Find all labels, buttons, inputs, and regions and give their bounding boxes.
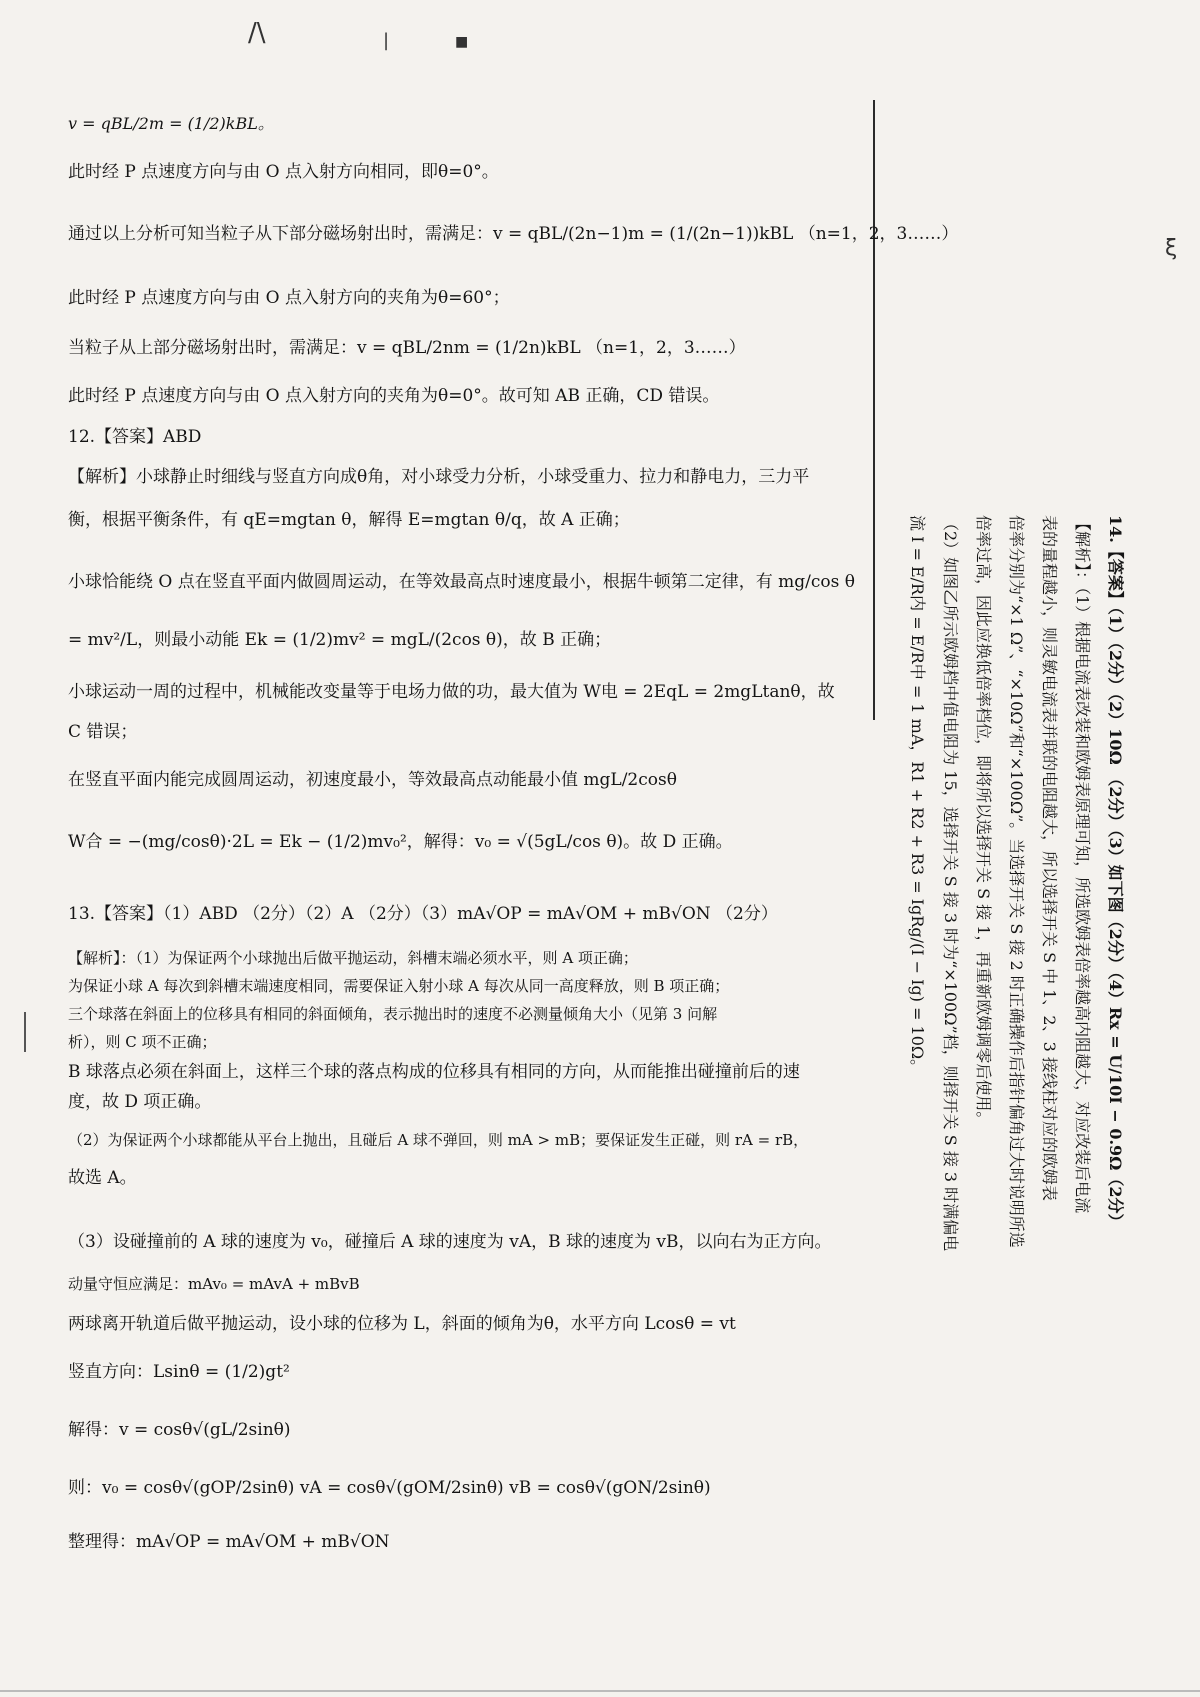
text-line: 小球恰能绕 O 点在竖直平面内做圆周运动，在等效最高点时速度最小，根据牛顿第二定律，有 mg/cos θ (68, 572, 855, 592)
question-13-answer: 13.【答案】（1）ABD （2分）（2）A （2分）（3）mA√OP = mA√OM + mB√ON （2分） (68, 904, 778, 924)
scan-mark: ξ (1165, 236, 1178, 261)
text-line: 析），则 C 项不正确； (68, 1033, 217, 1051)
text-line: 两球离开轨道后做平抛运动，设小球的位移为 L，斜面的倾角为θ，水平方向 Lcosθ = vt (68, 1314, 736, 1334)
text-line: 流 I = E/R内 = E/R中 = 1 mA，R1 + R2 + R3 = IgRg/(I − Ig) = 10Ω。 (908, 515, 927, 1076)
scan-mark: /\ (248, 18, 266, 48)
scan-mark: | (383, 30, 390, 51)
text-line: 【解析】：（1）为保证两个小球抛出后做平抛运动，斜槽末端必须水平，则 A 项正确； (68, 949, 638, 967)
text-line: 【解析】小球静止时细线与竖直方向成θ角，对小球受力分析，小球受重力、拉力和静电力，三力平 (68, 467, 810, 487)
question-12-answer: 12.【答案】ABD (68, 427, 202, 447)
text-line: 解得：v = cosθ√(gL/2sinθ) (68, 1420, 291, 1440)
text-line: 此时经 P 点速度方向与由 O 点入射方向的夹角为θ=0°。故可知 AB 正确，CD 错误。 (68, 386, 720, 406)
text-line: 倍率过高，因此应换低倍率档位，即将所以选择开关 S 接 1，再重新欧姆调零后使用。 (974, 515, 993, 1128)
text-line: 衡，根据平衡条件，有 qE=mgtan θ，解得 E=mgtan θ/q，故 A 正确； (68, 510, 630, 530)
text-line: 在竖直平面内能完成圆周运动，初速度最小，等效最高点动能最小值 mgL/2cosθ (68, 770, 677, 790)
text-line: 动量守恒应满足：mAv₀ = mAvA + mBvB (68, 1275, 360, 1293)
text-line: 此时经 P 点速度方向与由 O 点入射方向的夹角为θ=60°； (68, 288, 510, 308)
text-line: 通过以上分析可知当粒子从下部分磁场射出时，需满足：v = qBL/(2n−1)m = (1/(2n−1))kBL （n=1，2，3……） (68, 224, 959, 244)
text-line: 整理得：mA√OP = mA√OM + mB√ON (68, 1532, 390, 1552)
text-line: 小球运动一周的过程中，机械能改变量等于电场力做的功，最大值为 W电 = 2EqL = 2mgLtanθ，故 (68, 682, 835, 702)
scan-edge-mark (24, 1012, 26, 1052)
text-line: 则：v₀ = cosθ√(gOP/2sinθ) vA = cosθ√(gOM/2sinθ) vB = cosθ√(gON/2sinθ) (68, 1478, 711, 1498)
text-line: 倍率分别为“×1 Ω”、“×10Ω”和“×100Ω”。当选择开关 S 接 2 时正确操作后指针偏角过大时说明所选 (1007, 515, 1026, 1248)
text-line: v = qBL/2m = (1/2)kBL。 (68, 114, 274, 133)
text-line: （2）为保证两个小球都能从平台上抛出，且碰后 A 球不弹回，则 mA > mB；要保证发生正碰，则 rA = rB， (68, 1131, 809, 1149)
text-line: 度，故 D 项正确。 (68, 1092, 212, 1112)
text-line: 为保证小球 A 每次到斜槽末端速度相同，需要保证入射小球 A 每次从同一高度释放，则 B 项正确； (68, 977, 730, 995)
text-line: 当粒子从上部分磁场射出时，需满足：v = qBL/2nm = (1/2n)kBL （n=1，2，3……） (68, 338, 746, 358)
question-14-answer: 14.【答案】（1）（2分）（2）10Ω （2分）（3）如下图（2分）（4）Rx = U/10I − 0.9Ω（2分） (1106, 515, 1125, 1230)
scan-mark: ■ (455, 34, 469, 50)
text-line: 竖直方向：Lsinθ = (1/2)gt² (68, 1362, 290, 1382)
text-line: 三个球落在斜面上的位移具有相同的斜面倾角，表示抛出时的速度不必测量倾角大小（见第 3 问解 (68, 1005, 718, 1023)
text-line: W合 = −(mg/cosθ)·2L = Ek − (1/2)mv₀²，解得：v₀ = √(5gL/cos θ)。故 D 正确。 (68, 832, 733, 852)
column-divider (873, 100, 875, 720)
text-line: B 球落点必须在斜面上，这样三个球的落点构成的位移具有相同的方向，从而能推出碰撞前后的速 (68, 1062, 800, 1082)
scan-bottom-edge (0, 1690, 1200, 1692)
text-line: C 错误； (68, 722, 138, 742)
question-14-rotated-block (901, 515, 1132, 1375)
text-line: 【解析】：（1）根据电流表改装和欧姆表原理可知，所选欧姆表倍率越高内阻越大，对应改装后电流 (1073, 515, 1092, 1214)
text-line: 此时经 P 点速度方向与由 O 点入射方向相同，即θ=0°。 (68, 162, 499, 182)
text-line: = mv²/L，则最小动能 Ek = (1/2)mv² = mgL/(2cos θ)，故 B 正确； (68, 630, 612, 650)
text-line: 表的量程越小，则灵敏电流表并联的电阻越大，所以选择开关 S 中 1、2、3 接线柱对应的欧姆表 (1040, 515, 1059, 1201)
text-line: （3）设碰撞前的 A 球的速度为 v₀，碰撞后 A 球的速度为 vA，B 球的速度为 vB，以向右为正方向。 (68, 1232, 832, 1252)
text-line: 故选 A。 (68, 1168, 137, 1188)
text-line: （2）如图乙所示欧姆档中值电阻为 15，选择开关 S 接 3 时为“×100Ω”档，则择开关 S 接 3 时满偏电 (941, 515, 960, 1252)
